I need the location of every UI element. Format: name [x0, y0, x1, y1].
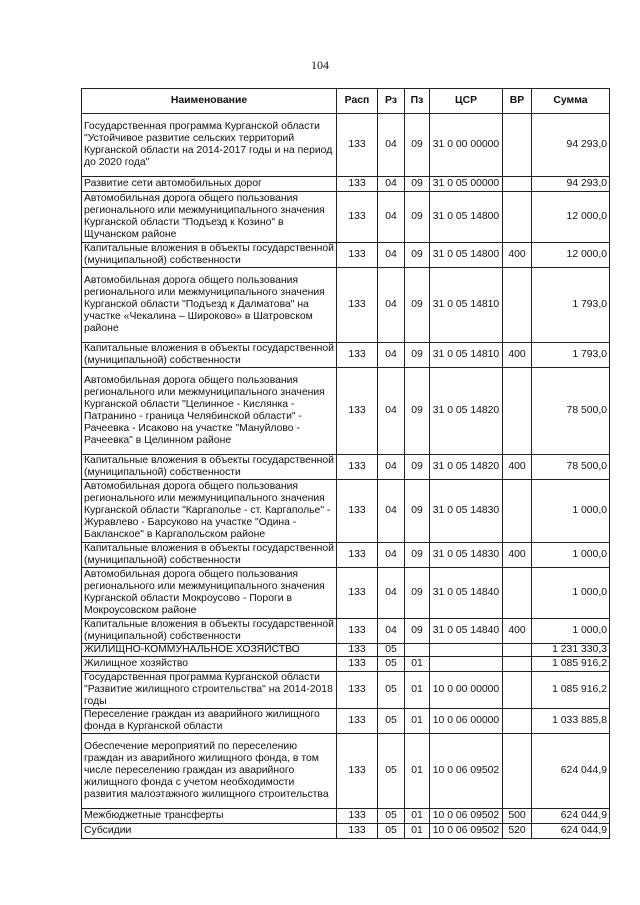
header-name: Наименование	[82, 89, 337, 114]
table-row	[82, 734, 610, 809]
cell-rasp: 133	[337, 343, 378, 368]
cell-pz: 01	[405, 657, 430, 672]
cell-vr: 400	[503, 619, 532, 644]
table-row	[82, 824, 610, 839]
cell-rz: 04	[378, 619, 405, 644]
cell-vr	[503, 672, 532, 709]
table-row	[82, 619, 610, 644]
cell-rasp: 133	[337, 192, 378, 243]
cell-rasp: 133	[337, 809, 378, 824]
cell-vr	[503, 114, 532, 177]
cell-csr	[430, 657, 503, 672]
cell-sum: 1 085 916,2	[532, 672, 610, 709]
cell-pz: 09	[405, 268, 430, 343]
cell-rz: 04	[378, 192, 405, 243]
cell-sum: 624 044,9	[532, 824, 610, 839]
cell-vr	[503, 734, 532, 809]
table-row	[82, 455, 610, 480]
table-row	[82, 192, 610, 243]
cell-rz: 05	[378, 824, 405, 839]
cell-vr: 400	[503, 243, 532, 268]
cell-pz: 09	[405, 243, 430, 268]
cell-pz: 09	[405, 343, 430, 368]
cell-rz: 04	[378, 268, 405, 343]
cell-csr: 31 0 05 14840	[430, 568, 503, 619]
table-row	[82, 243, 610, 268]
cell-pz: 01	[405, 734, 430, 809]
header-csr: ЦСР	[430, 89, 503, 114]
table-row	[82, 177, 610, 192]
cell-name: Автомобильная дорога общего пользования регионального или межмуниципального значения Курганской области "Подъезд к Козино" в Щучанском районе	[82, 192, 337, 243]
cell-csr: 31 0 05 14830	[430, 480, 503, 543]
cell-rz: 05	[378, 734, 405, 809]
cell-pz: 01	[405, 709, 430, 734]
table-row	[82, 480, 610, 543]
cell-sum: 1 793,0	[532, 343, 610, 368]
cell-sum: 1 085 916,2	[532, 657, 610, 672]
cell-sum: 78 500,0	[532, 368, 610, 455]
cell-sum: 94 293,0	[532, 177, 610, 192]
cell-name: Обеспечение мероприятий по переселению граждан из аварийного жилищного фонда, в том числе переселению граждан из аварийного жилищного фонда с учетом необходимости развития малоэтажного жилищного строительства	[82, 734, 337, 809]
cell-sum: 1 033 885,8	[532, 709, 610, 734]
header-rz: Рз	[378, 89, 405, 114]
cell-rz: 05	[378, 644, 405, 657]
cell-csr: 10 0 00 00000	[430, 672, 503, 709]
cell-name: Субсидии	[82, 824, 337, 839]
cell-name: Капитальные вложения в объекты государственной (муниципальной) собственности	[82, 243, 337, 268]
cell-name: Автомобильная дорога общего пользования регионального или межмуниципального значения Курганской области "Целинное - Кислянка - Патранино - граница Челябинской области" - Рачеевка - Исаково на участке "Мануйлово - Рачеевка" в Целинном районе	[82, 368, 337, 455]
table-row	[82, 368, 610, 455]
cell-rasp: 133	[337, 619, 378, 644]
cell-rz: 04	[378, 177, 405, 192]
cell-rasp: 133	[337, 368, 378, 455]
cell-name: ЖИЛИЩНО-КОММУНАЛЬНОЕ ХОЗЯЙСТВО	[82, 644, 337, 657]
cell-csr: 10 0 06 09502	[430, 824, 503, 839]
cell-sum: 12 000,0	[532, 192, 610, 243]
cell-csr: 31 0 05 14820	[430, 368, 503, 455]
cell-pz: 09	[405, 543, 430, 568]
table-row	[82, 709, 610, 734]
cell-rz: 04	[378, 243, 405, 268]
cell-csr: 31 0 05 14800	[430, 192, 503, 243]
table-row	[82, 543, 610, 568]
cell-sum: 1 000,0	[532, 543, 610, 568]
cell-pz: 01	[405, 809, 430, 824]
cell-pz	[405, 644, 430, 657]
page-number: 104	[311, 58, 329, 72]
cell-rasp: 133	[337, 644, 378, 657]
cell-pz: 09	[405, 192, 430, 243]
cell-pz: 09	[405, 568, 430, 619]
cell-sum: 624 044,9	[532, 809, 610, 824]
cell-rasp: 133	[337, 734, 378, 809]
table-row	[82, 114, 610, 177]
cell-rasp: 133	[337, 243, 378, 268]
cell-vr: 400	[503, 343, 532, 368]
cell-sum: 1 793,0	[532, 268, 610, 343]
cell-rasp: 133	[337, 177, 378, 192]
cell-csr: 10 0 06 09502	[430, 809, 503, 824]
cell-rz: 05	[378, 809, 405, 824]
header-sum: Сумма	[532, 89, 610, 114]
cell-sum: 1 231 330,3	[532, 644, 610, 657]
cell-vr	[503, 644, 532, 657]
cell-vr	[503, 568, 532, 619]
cell-pz: 01	[405, 824, 430, 839]
cell-rz: 04	[378, 114, 405, 177]
cell-rz: 05	[378, 709, 405, 734]
table-header-row	[82, 89, 610, 114]
cell-csr: 10 0 06 09502	[430, 734, 503, 809]
cell-pz: 09	[405, 368, 430, 455]
cell-vr: 500	[503, 809, 532, 824]
cell-csr: 31 0 05 14810	[430, 268, 503, 343]
cell-csr: 31 0 00 00000	[430, 114, 503, 177]
table-row	[82, 657, 610, 672]
cell-rasp: 133	[337, 455, 378, 480]
cell-vr	[503, 709, 532, 734]
cell-rz: 04	[378, 568, 405, 619]
cell-name: Межбюджетные трансферты	[82, 809, 337, 824]
cell-rz: 04	[378, 543, 405, 568]
table-row	[82, 672, 610, 709]
cell-name: Государственная программа Курганской области "Развитие жилищного строительства" на 2014-2018 годы	[82, 672, 337, 709]
cell-vr	[503, 480, 532, 543]
cell-name: Развитие сети автомобильных дорог	[82, 177, 337, 192]
cell-name: Капитальные вложения в объекты государственной (муниципальной) собственности	[82, 455, 337, 480]
header-rasp: Расп	[337, 89, 378, 114]
cell-vr	[503, 177, 532, 192]
table-row	[82, 268, 610, 343]
cell-vr: 400	[503, 543, 532, 568]
cell-name: Автомобильная дорога общего пользования регионального или межмуниципального значения Курганской области Мокроусово - Пороги в Мокроусовском районе	[82, 568, 337, 619]
table-row	[82, 809, 610, 824]
cell-csr	[430, 644, 503, 657]
cell-rz: 04	[378, 343, 405, 368]
cell-rasp: 133	[337, 568, 378, 619]
cell-rasp: 133	[337, 268, 378, 343]
cell-sum: 1 000,0	[532, 568, 610, 619]
cell-vr	[503, 657, 532, 672]
table-row	[82, 568, 610, 619]
cell-csr: 10 0 06 00000	[430, 709, 503, 734]
cell-vr	[503, 268, 532, 343]
cell-vr: 520	[503, 824, 532, 839]
cell-sum: 12 000,0	[532, 243, 610, 268]
cell-name: Автомобильная дорога общего пользования регионального или межмуниципального значения Курганской области "Каргаполье - ст. Каргаполье" - Журавлево - Барсуково на участке "Одина - Бакланское" в Каргапольском районе	[82, 480, 337, 543]
cell-name: Капитальные вложения в объекты государственной (муниципальной) собственности	[82, 543, 337, 568]
cell-rasp: 133	[337, 543, 378, 568]
cell-csr: 31 0 05 14830	[430, 543, 503, 568]
cell-rasp: 133	[337, 480, 378, 543]
cell-rz: 05	[378, 672, 405, 709]
cell-name: Капитальные вложения в объекты государственной (муниципальной) собственности	[82, 343, 337, 368]
cell-pz: 01	[405, 672, 430, 709]
cell-csr: 31 0 05 00000	[430, 177, 503, 192]
cell-rasp: 133	[337, 657, 378, 672]
cell-sum: 78 500,0	[532, 455, 610, 480]
cell-rasp: 133	[337, 824, 378, 839]
cell-pz: 09	[405, 114, 430, 177]
cell-sum: 624 044,9	[532, 734, 610, 809]
cell-pz: 09	[405, 619, 430, 644]
cell-sum: 94 293,0	[532, 114, 610, 177]
cell-vr: 400	[503, 455, 532, 480]
cell-csr: 31 0 05 14820	[430, 455, 503, 480]
cell-sum: 1 000,0	[532, 480, 610, 543]
cell-csr: 31 0 05 14840	[430, 619, 503, 644]
cell-name: Автомобильная дорога общего пользования регионального или межмуниципального значения Курганской области "Подъезд к Далматова" на участке «Чекалина – Широково» в Шатровском районе	[82, 268, 337, 343]
table-row	[82, 343, 610, 368]
cell-rz: 05	[378, 657, 405, 672]
cell-vr	[503, 368, 532, 455]
cell-rasp: 133	[337, 672, 378, 709]
header-vr: ВР	[503, 89, 532, 114]
cell-rz: 04	[378, 455, 405, 480]
header-pz: Пз	[405, 89, 430, 114]
cell-vr	[503, 192, 532, 243]
cell-name: Переселение граждан из аварийного жилищного фонда в Курганской области	[82, 709, 337, 734]
cell-pz: 09	[405, 455, 430, 480]
budget-table	[81, 88, 610, 839]
cell-rasp: 133	[337, 114, 378, 177]
cell-name: Капитальные вложения в объекты государственной (муниципальной) собственности	[82, 619, 337, 644]
cell-pz: 09	[405, 177, 430, 192]
cell-name: Государственная программа Курганской области "Устойчивое развитие сельских территорий Курганской области на 2014-2017 годы и на период до 2020 года"	[82, 114, 337, 177]
cell-name: Жилищное хозяйство	[82, 657, 337, 672]
cell-csr: 31 0 05 14800	[430, 243, 503, 268]
cell-csr: 31 0 05 14810	[430, 343, 503, 368]
table-row	[82, 644, 610, 657]
cell-rz: 04	[378, 368, 405, 455]
cell-pz: 09	[405, 480, 430, 543]
cell-rz: 04	[378, 480, 405, 543]
cell-rasp: 133	[337, 709, 378, 734]
cell-sum: 1 000,0	[532, 619, 610, 644]
